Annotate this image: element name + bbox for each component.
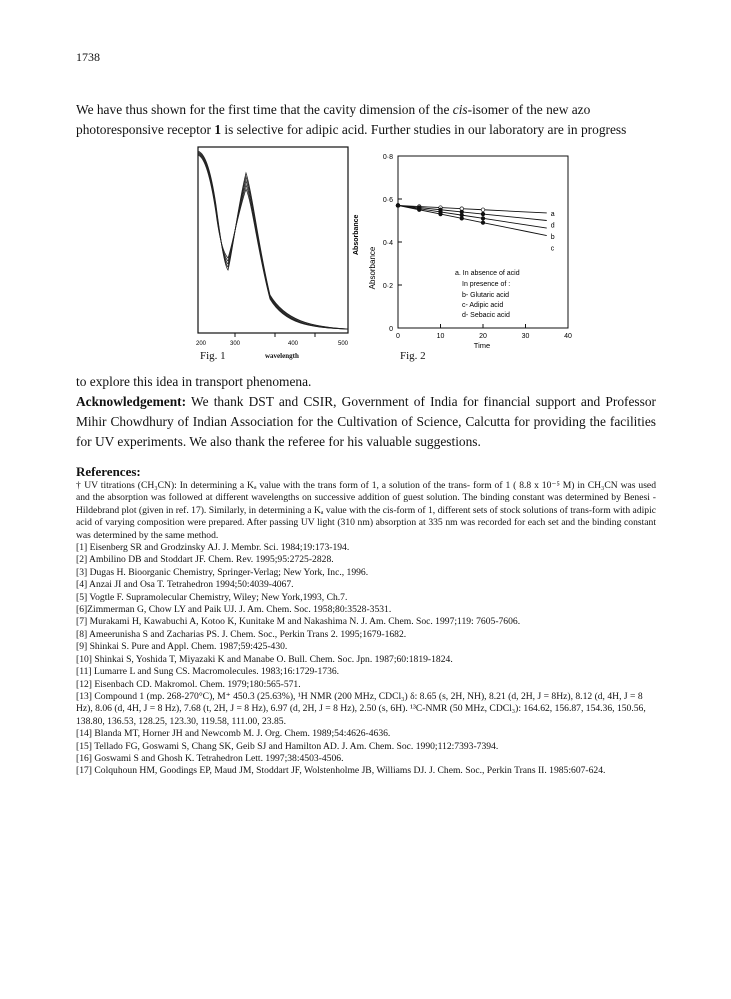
reference-item: [8] Ameerunisha S and Zacharias PS. J. Chem. Soc., Perkin Trans 2. 1995;1679-1682. [76, 628, 407, 640]
fig2-point [460, 217, 464, 221]
fig2-legend-c: c- Adipic acid [462, 302, 504, 309]
reference-item: [7] Murakami H, Kawabuchi A, Kotoo K, Kunitake M and Nakashima N. J. Am. Chem. Soc. 1997;119: 7605-7606. [76, 616, 521, 628]
reference-item: [3] Dugas H. Bioorganic Chemistry, Springer-Verlag; New York, Inc., 1996. [76, 566, 369, 578]
fig2-lines [396, 204, 555, 253]
fig2-ytick-label: 0·8 [382, 154, 393, 161]
reference-items [76, 542, 656, 778]
acknowledgement-text: We thank DST and CSIR, Government of India for financial support and Professor Mihir Chowdhury of Indian Association for the Cultivation of Science, Calcutta for providing the facilities for UV experiments. We also thank the referee for his valuable suggestions. [76, 394, 656, 449]
fig2-legend-a: a. In absence of acid [455, 270, 520, 277]
fig2-series-label-a: a [550, 210, 555, 218]
fig2-legend [455, 270, 520, 319]
reference-item: [10] Shinkai S, Yoshida T, Miyazaki K and Manabe O. Bull. Chem. Soc. Jpn. 1987;60:1819-1824. [76, 653, 453, 665]
fig1-tick-500: 500 [338, 341, 349, 347]
fig2-ytick-label: 0 [389, 326, 393, 333]
page-number: 1738 [76, 50, 100, 64]
fig2-xtick-label: 20 [479, 333, 487, 340]
body-continuation [76, 372, 656, 452]
reference-item: [1] Eisenberg SR and Grodzinsky AJ. J. Membr. Sci. 1984;19:173-194. [76, 542, 350, 554]
figure-2 [360, 148, 610, 353]
reference-item: [2] Ambilino DB and Stoddart JF. Chem. Rev. 1995;95:2725-2828. [76, 554, 334, 566]
fig1-tick-200: 200 [196, 341, 207, 347]
continuation-text: to explore this idea in transport phenomena. [76, 374, 312, 389]
reference-item: [17] Colquhoun HM, Goodings EP, Maud JM, Stoddart JF, Wolstenholme JB, Williams DJ. J. Chem. Soc., Perkin Trans II. 1985:607-624. [76, 765, 606, 777]
reference-item: [13] Compound 1 (mp. 268-270°C), M⁺ 450.3 (25.63%), ¹H NMR (200 MHz, CDCl₃) δ: 8.65 (s, 2H, NH), 8.21 (d, 2H, J = 8Hz), 8.12 (d, 4H, J = 8 Hz), 8.06 (d, 4H, J = 8 Hz), 7.68 (t, 2H, J = 8 Hz), 6.97 (d, 2H, J = 8 Hz), 2.50 (s, 6H). ¹³C-NMR (50 MHz, CDCl₃): 164.62, 156.87, 154.36, 150.56, 138.80, 136.53, 128.25, 123.30, 119.58, 111.00, 23.85. [76, 690, 646, 727]
fig2-xtick-label: 0 [396, 333, 400, 340]
fig2-point [417, 208, 421, 212]
fig1-ylabel: Absorbance [353, 214, 360, 255]
intro-text-1: We have thus shown for the first time that the cavity dimension of the [76, 102, 453, 117]
fig2-ytick-label: 0·6 [382, 197, 393, 204]
footnote: † UV titrations (CH₃CN): In determining a Kₐ value with the trans form of 1, a solution of the trans- form of 1 ( 8.8 x 10⁻⁵ M) in CH₃CN was used and the absorption was followed at different wavelengths on successive addition of guest solution. The binding constant was determined by Benesi - Hildebrand plot (given in ref. 17). Similarly, in determining a Kₐ value with the cis-form of 1, different sets of stock solutions of trans-form with adipic acid of varying composition were prepared. After passing UV light (310 nm) absorption at 335 nm was recorded for each set and the binding constant was determined by the same method. [76, 480, 656, 541]
intro-cis: cis [452, 102, 468, 117]
references-list [76, 480, 656, 778]
figure-1 [190, 145, 360, 360]
fig2-series-label-c: c [550, 245, 555, 253]
fig2-legend-b: b- Glutaric acid [462, 292, 510, 299]
reference-item: [16] Goswami S and Ghosh K. Tetrahedron Lett. 1997;38:4503-4506. [76, 752, 344, 764]
intro-text-3: is selective for adipic acid. Further studies in our laboratory are in progress [221, 122, 627, 137]
fig1-tick-400: 400 [288, 341, 299, 347]
fig1-xlabel: wavelength [265, 352, 299, 360]
fig2-point [396, 204, 400, 208]
fig2-point [481, 217, 485, 221]
fig2-ytick-label: 0·4 [382, 240, 393, 247]
fig2-xlabel: Time [473, 341, 491, 350]
references-heading: References: [76, 464, 141, 479]
intro-text-2: -isomer of the new azo photoresponsive receptor [76, 102, 591, 137]
reference-item: [4] Anzai JI and Osa T. Tetrahedron 1994;50:4039-4067. [76, 579, 294, 591]
reference-item: [15] Tellado FG, Goswami S, Chang SK, Geib SJ and Hamilton AD. J. Am. Chem. Soc. 1990;112:7393-7394. [76, 740, 499, 752]
fig2-xtick-label: 10 [436, 333, 445, 340]
reference-item: [6]Zimmerman G, Chow LY and Paik UJ. J. Am. Chem. Soc. 1958;80:3528-3531. [76, 604, 392, 616]
fig2-point [481, 221, 485, 225]
acknowledgement-label: Acknowledgement: [76, 394, 187, 409]
fig2-series-label-d: d [550, 222, 555, 230]
fig2-legend-presence: In presence of : [462, 281, 511, 288]
fig2-ylabel: Absorbance [368, 246, 377, 290]
fig2-point [439, 212, 443, 216]
reference-item: [14] Blanda MT, Horner JH and Newcomb M. J. Org. Chem. 1989;54:4626-4636. [76, 728, 391, 740]
acknowledgement [76, 392, 656, 452]
fig1-tick-300: 300 [230, 341, 241, 347]
fig2-point [481, 208, 485, 212]
fig2-series-label-b: b [550, 234, 555, 242]
fig1-caption: Fig. 1 [200, 350, 226, 362]
fig1-ticks [235, 333, 315, 337]
intro-compound: 1 [214, 122, 222, 137]
reference-item: [11] Lumarre L and Sung CS. Macromolecules. 1983;16:1729-1736. [76, 666, 340, 678]
reference-item: [9] Shinkai S. Pure and Appl. Chem. 1987;59:425-430. [76, 641, 288, 653]
fig1-spectra [198, 151, 348, 329]
fig2-xtick-label: 30 [521, 333, 530, 340]
reference-item: [5] Vogtle F. Supramolecular Chemistry, Wiley; New York,1993, Ch.7. [76, 591, 348, 603]
fig2-legend-d: d- Sebacic acid [462, 312, 510, 319]
intro-paragraph [76, 100, 656, 140]
fig2-ytick-label: 0·2 [382, 283, 393, 290]
fig2-point [481, 212, 485, 216]
fig2-caption: Fig. 2 [400, 350, 426, 362]
reference-item: [12] Eisenbach CD. Makromol. Chem. 1979;180:565-571. [76, 678, 301, 690]
fig2-xtick-label: 40 [564, 333, 572, 340]
